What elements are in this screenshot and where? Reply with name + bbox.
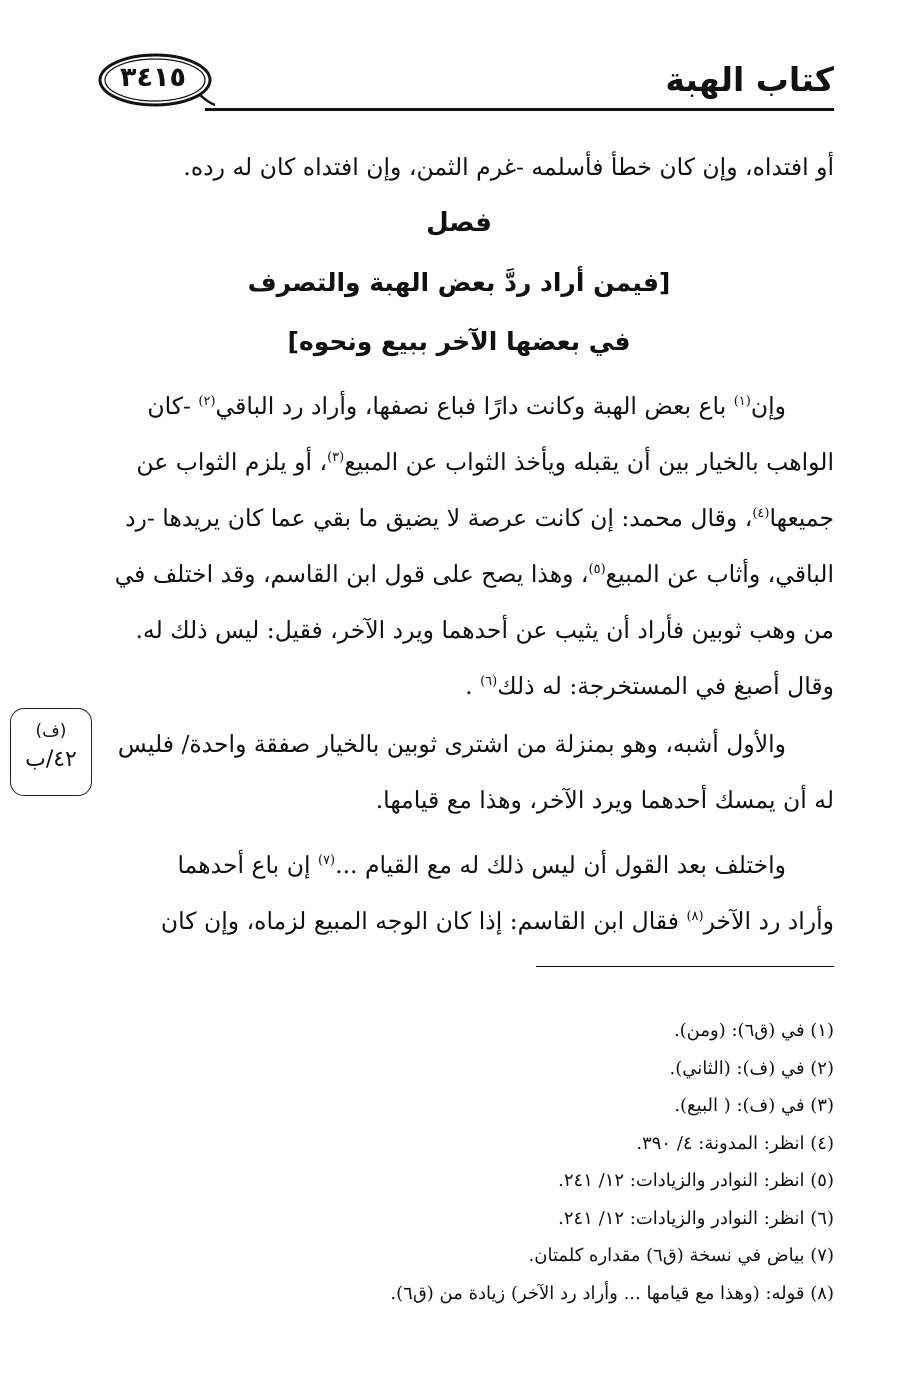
footnote: (٤) انظر: المدونة: ٤/ ٣٩٠. <box>636 1132 834 1154</box>
page-number: ٣٤١٥ <box>120 62 186 93</box>
manuscript-margin-note <box>10 708 92 796</box>
footnote: (١) في (ق٦): (ومن). <box>673 1020 834 1041</box>
text-line: أو افتداه، وإن كان خطأ فأسلمه -غرم الثمن، وإن افتداه كان له رده. <box>183 153 834 181</box>
section-label: فصل <box>426 208 492 238</box>
text-line: والأول أشبه، وهو بمنزلة من اشترى ثوبين بالخيار صفقة واحدة/ فليس <box>117 730 786 758</box>
text-line: الواهب بالخيار بين أن يقبله ويأخذ الثواب عن المبيع$^{(٣)}$، أو يلزم الثواب عن <box>136 448 834 476</box>
text-line: وإن$^{(١)}$ باع بعض الهبة وكانت دارًا فباع نصفها، وأراد رد الباقي$^{(٢)}$ -كان <box>147 392 786 420</box>
margin-note-siglum: (ف) <box>35 721 67 741</box>
section-title-line-2: في بعضها الآخر ببيع ونحوه] <box>287 327 631 356</box>
margin-note-folio: ٤٢/ب <box>25 747 77 772</box>
header-rule <box>205 108 834 111</box>
text-line: وقال أصبغ في المستخرجة: له ذلك$^{(٦)}$ . <box>465 672 834 700</box>
paragraph-3 <box>84 837 834 949</box>
paragraph-2 <box>84 716 834 828</box>
footnotes <box>84 1012 834 1312</box>
footnote: (٦) انظر: النوادر والزيادات: ١٢/ ٢٤١. <box>558 1207 834 1229</box>
footnote: (٢) في (ف): (الثاني). <box>669 1057 834 1079</box>
footnote: (٧) بياض في نسخة (ق٦) مقداره كلمتان. <box>528 1245 834 1266</box>
footnote: (٥) انظر: النوادر والزيادات: ١٢/ ٢٤١. <box>558 1170 834 1191</box>
footnote-ref[interactable]: (٥) <box>588 562 606 578</box>
intro-paragraph <box>84 139 834 195</box>
text-line: واختلف بعد القول أن ليس ذلك له مع القيام ...$^{(٧)}$ إن باع أحدهما <box>177 851 786 879</box>
footnote: (٨) قوله: (وهذا مع قيامها ... وأراد رد الآخر) زيادة من (ق٦). <box>390 1282 834 1304</box>
footnote-ref[interactable]: (٣) <box>327 450 345 466</box>
footnote-ref[interactable]: (١) <box>733 394 751 410</box>
footnote: (٣) في (ف): ( البيع). <box>674 1095 834 1116</box>
footnote-ref[interactable]: (٨) <box>686 909 704 925</box>
footnote-ref[interactable]: (٤) <box>752 506 770 522</box>
footnote-ref[interactable]: (٦) <box>480 674 498 690</box>
paragraph-1 <box>84 378 834 714</box>
text-line: الباقي، وأثاب عن المبيع$^{(٥)}$، وهذا يصح على قول ابن القاسم، وقد اختلف في <box>114 560 834 588</box>
text-line: من وهب ثوبين فأراد أن يثيب عن أحدهما ويرد الآخر، فقيل: ليس ذلك له. <box>135 616 834 644</box>
footnote-ref[interactable]: (٧) <box>317 853 336 869</box>
footnote-ref[interactable]: (٢) <box>198 394 216 410</box>
text-line: له أن يمسك أحدهما ويرد الآخر، وهذا مع قيامها. <box>375 786 834 814</box>
section-title-line-1: [فيمن أراد ردَّ بعض الهبة والتصرف <box>247 268 671 297</box>
footnote-separator <box>536 966 834 967</box>
text-line: وأراد رد الآخر$^{(٨)}$ فقال ابن القاسم: إذا كان الوجه المبيع لزماه، وإن كان <box>160 907 834 935</box>
text-line: جميعها$^{(٤)}$، وقال محمد: إن كانت عرصة لا يضيق ما بقي عما كان يريدها -رد <box>125 504 834 532</box>
running-header-title: كتاب الهبة <box>665 60 834 99</box>
